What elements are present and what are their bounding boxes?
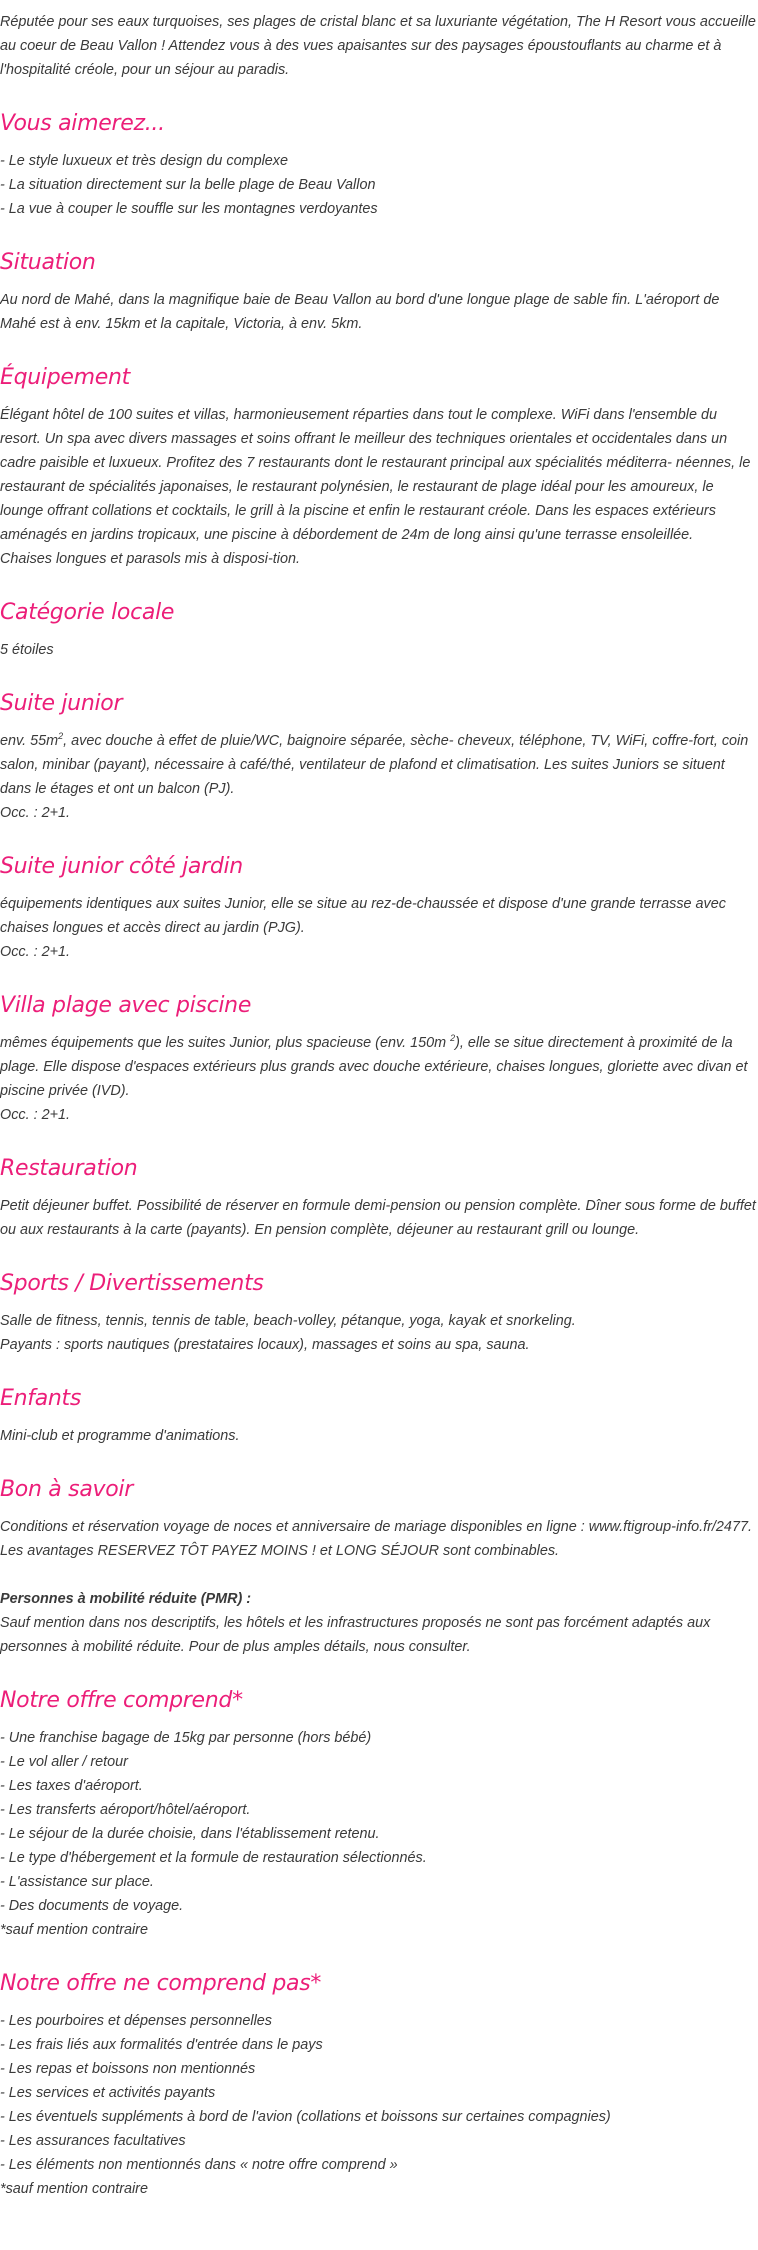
section-title: Vous aimerez... xyxy=(0,111,165,136)
categorie-text: 5 étoiles xyxy=(0,642,54,658)
pmr-title: Personnes à mobilité réduite (PMR) : xyxy=(0,1591,252,1607)
section-offre-ne-comprend-pas xyxy=(0,1969,758,2201)
occupancy-text: Occ. : 2+1. xyxy=(0,944,70,960)
text-part: ), elle se situe directement à proximité de la plage. Elle dispose d'espaces extérieurs plus grands avec douche extérieure, chaises longues, gloriette avec divan et piscine privée (IVD). xyxy=(0,1035,748,1099)
situation-text: Au nord de Mahé, dans la magnifique baie de Beau Vallon au bord d'une longue plage de sable fin. L'aéroport de Mahé est à env. 15km et la capitale, Victoria, à env. 5km. xyxy=(0,292,720,332)
list-item: - L'assistance sur place. xyxy=(0,1874,154,1890)
section-title: Notre offre comprend* xyxy=(0,1688,243,1713)
bon-a-savoir-text-2: Les avantages RESERVEZ TÔT PAYEZ MOINS ! et LONG SÉJOUR sont combinables. xyxy=(0,1543,560,1559)
section-title: Restauration xyxy=(0,1156,138,1181)
spacer xyxy=(0,1563,758,1587)
section-title: Enfants xyxy=(0,1386,82,1411)
section-equipement xyxy=(0,363,758,571)
list-item: - Le séjour de la durée choisie, dans l'établissement retenu. xyxy=(0,1826,380,1842)
list-item: - Les repas et boissons non mentionnés xyxy=(0,2061,256,2077)
pmr-text: Sauf mention dans nos descriptifs, les hôtels et les infrastructures proposés ne sont pas forcément adaptés aux personnes à mobilité réduite. Pour de plus amples détails, nous consulter. xyxy=(0,1615,711,1655)
suite-jardin-text: équipements identiques aux suites Junior, elle se situe au rez-de-chaussée et dispose d'une grande terrasse avec chaises longues et accès direct au jardin (PJG). xyxy=(0,896,726,936)
footnote: *sauf mention contraire xyxy=(0,2181,148,2197)
section-title: Équipement xyxy=(0,365,130,390)
included-list xyxy=(0,1726,758,1918)
section-suite-junior xyxy=(0,689,758,825)
sports-text: Salle de fitness, tennis, tennis de table, beach-volley, pétanque, yoga, kayak et snorkeling. xyxy=(0,1313,576,1329)
equipement-text: Élégant hôtel de 100 suites et villas, harmonieusement réparties dans tout le complexe. WiFi dans l'ensemble du resort. Un spa avec divers massages et soins offrant le meilleur des techniques orientales et occidentales dans un cadre paisible et luxueux. Profitez des 7 restaurants dont le restaurant principal aux spécialités méditerra- néennes, le restaurant de spécialités japonaises, le restaurant polynésien, le restaurant de plage idéal pour les amoureux, le lounge offrant collations et cocktails, le grill à la piscine et enfin le restaurant créole. Dans les espaces extérieurs aménagés en jardins tropicaux, une piscine à débordement de 24m de long ainsi qu'une terrasse ensoleillée. xyxy=(0,407,751,543)
section-sports xyxy=(0,1269,758,1357)
section-title: Bon à savoir xyxy=(0,1477,133,1502)
list-item: - Des documents de voyage. xyxy=(0,1898,184,1914)
equipement-text-2: Chaises longues et parasols mis à disposi-tion. xyxy=(0,551,300,567)
intro-text: Réputée pour ses eaux turquoises, ses plages de cristal blanc et sa luxuriante végétation, The H Resort vous accueille au coeur de Beau Vallon ! Attendez vous à des vues apaisantes sur des paysages époustouflants au charme et à l'hospitalité créole, pour un séjour au paradis. xyxy=(0,14,756,78)
list-item: - Le style luxueux et très design du complexe xyxy=(0,153,288,169)
bon-a-savoir-text: Conditions et réservation voyage de noces et anniversaire de mariage disponibles en ligne : www.ftigroup-info.fr/2477. xyxy=(0,1519,752,1535)
list-item: - Les éléments non mentionnés dans « notre offre comprend » xyxy=(0,2157,398,2173)
section-title: Situation xyxy=(0,250,96,275)
list-item: - La vue à couper le souffle sur les montagnes verdoyantes xyxy=(0,201,378,217)
list-item: - Les pourboires et dépenses personnelles xyxy=(0,2013,272,2029)
section-title: Suite junior xyxy=(0,691,123,716)
list-item: - Le type d'hébergement et la formule de restauration sélectionnés. xyxy=(0,1850,427,1866)
text-part: , avec douche à effet de pluie/WC, baignoire séparée, sèche- cheveux, téléphone, TV, WiFi, coffre-fort, coin salon, minibar (payant), nécessaire à café/thé, ventilateur de plafond et climatisation. Les suites Juniors se situent dans le étages et ont un balcon (PJ). xyxy=(0,733,749,797)
list-item: - Les frais liés aux formalités d'entrée dans le pays xyxy=(0,2037,323,2053)
superscript: 2 xyxy=(58,731,64,742)
occupancy-text: Occ. : 2+1. xyxy=(0,1107,70,1123)
list-item: - La situation directement sur la belle plage de Beau Vallon xyxy=(0,177,376,193)
list-item: - Les services et activités payants xyxy=(0,2085,216,2101)
occupancy-text: Occ. : 2+1. xyxy=(0,805,70,821)
enfants-text: Mini-club et programme d'animations. xyxy=(0,1428,240,1444)
section-bon-a-savoir xyxy=(0,1475,758,1659)
section-situation xyxy=(0,248,758,336)
section-title: Notre offre ne comprend pas* xyxy=(0,1971,322,1996)
section-vous-aimerez xyxy=(0,109,758,221)
list-item: - Les éventuels suppléments à bord de l'avion (collations et boissons sur certaines compagnies) xyxy=(0,2109,611,2125)
text-part: env. 55m xyxy=(0,733,59,749)
text-part: mêmes équipements que les suites Junior, plus spacieuse (env. 150m xyxy=(0,1035,451,1051)
list-item: - Le vol aller / retour xyxy=(0,1754,128,1770)
section-offre-comprend xyxy=(0,1686,758,1942)
sports-paid-text: Payants : sports nautiques (prestataires locaux), massages et soins au spa, sauna. xyxy=(0,1337,530,1353)
section-title: Sports / Divertissements xyxy=(0,1271,264,1296)
likes-list xyxy=(0,149,758,221)
restauration-text: Petit déjeuner buffet. Possibilité de réserver en formule demi-pension ou pension complète. Dîner sous forme de buffet ou aux restaurants à la carte (payants). En pension complète, déjeuner au restaurant grill ou lounge. xyxy=(0,1198,756,1238)
excluded-list xyxy=(0,2009,758,2177)
superscript: 2 xyxy=(450,1033,456,1044)
suite-junior-text xyxy=(0,729,758,801)
footnote: *sauf mention contraire xyxy=(0,1922,148,1938)
section-suite-jardin xyxy=(0,852,758,964)
list-item: - Les assurances facultatives xyxy=(0,2133,186,2149)
section-villa xyxy=(0,991,758,1127)
list-item: - Les taxes d'aéroport. xyxy=(0,1778,143,1794)
villa-text xyxy=(0,1031,758,1103)
section-categorie xyxy=(0,598,758,662)
list-item: - Les transferts aéroport/hôtel/aéroport. xyxy=(0,1802,251,1818)
section-enfants xyxy=(0,1384,758,1448)
list-item: - Une franchise bagage de 15kg par personne (hors bébé) xyxy=(0,1730,372,1746)
section-title: Villa plage avec piscine xyxy=(0,993,252,1018)
section-restauration xyxy=(0,1154,758,1242)
section-title: Catégorie locale xyxy=(0,600,175,625)
section-title: Suite junior côté jardin xyxy=(0,854,243,879)
